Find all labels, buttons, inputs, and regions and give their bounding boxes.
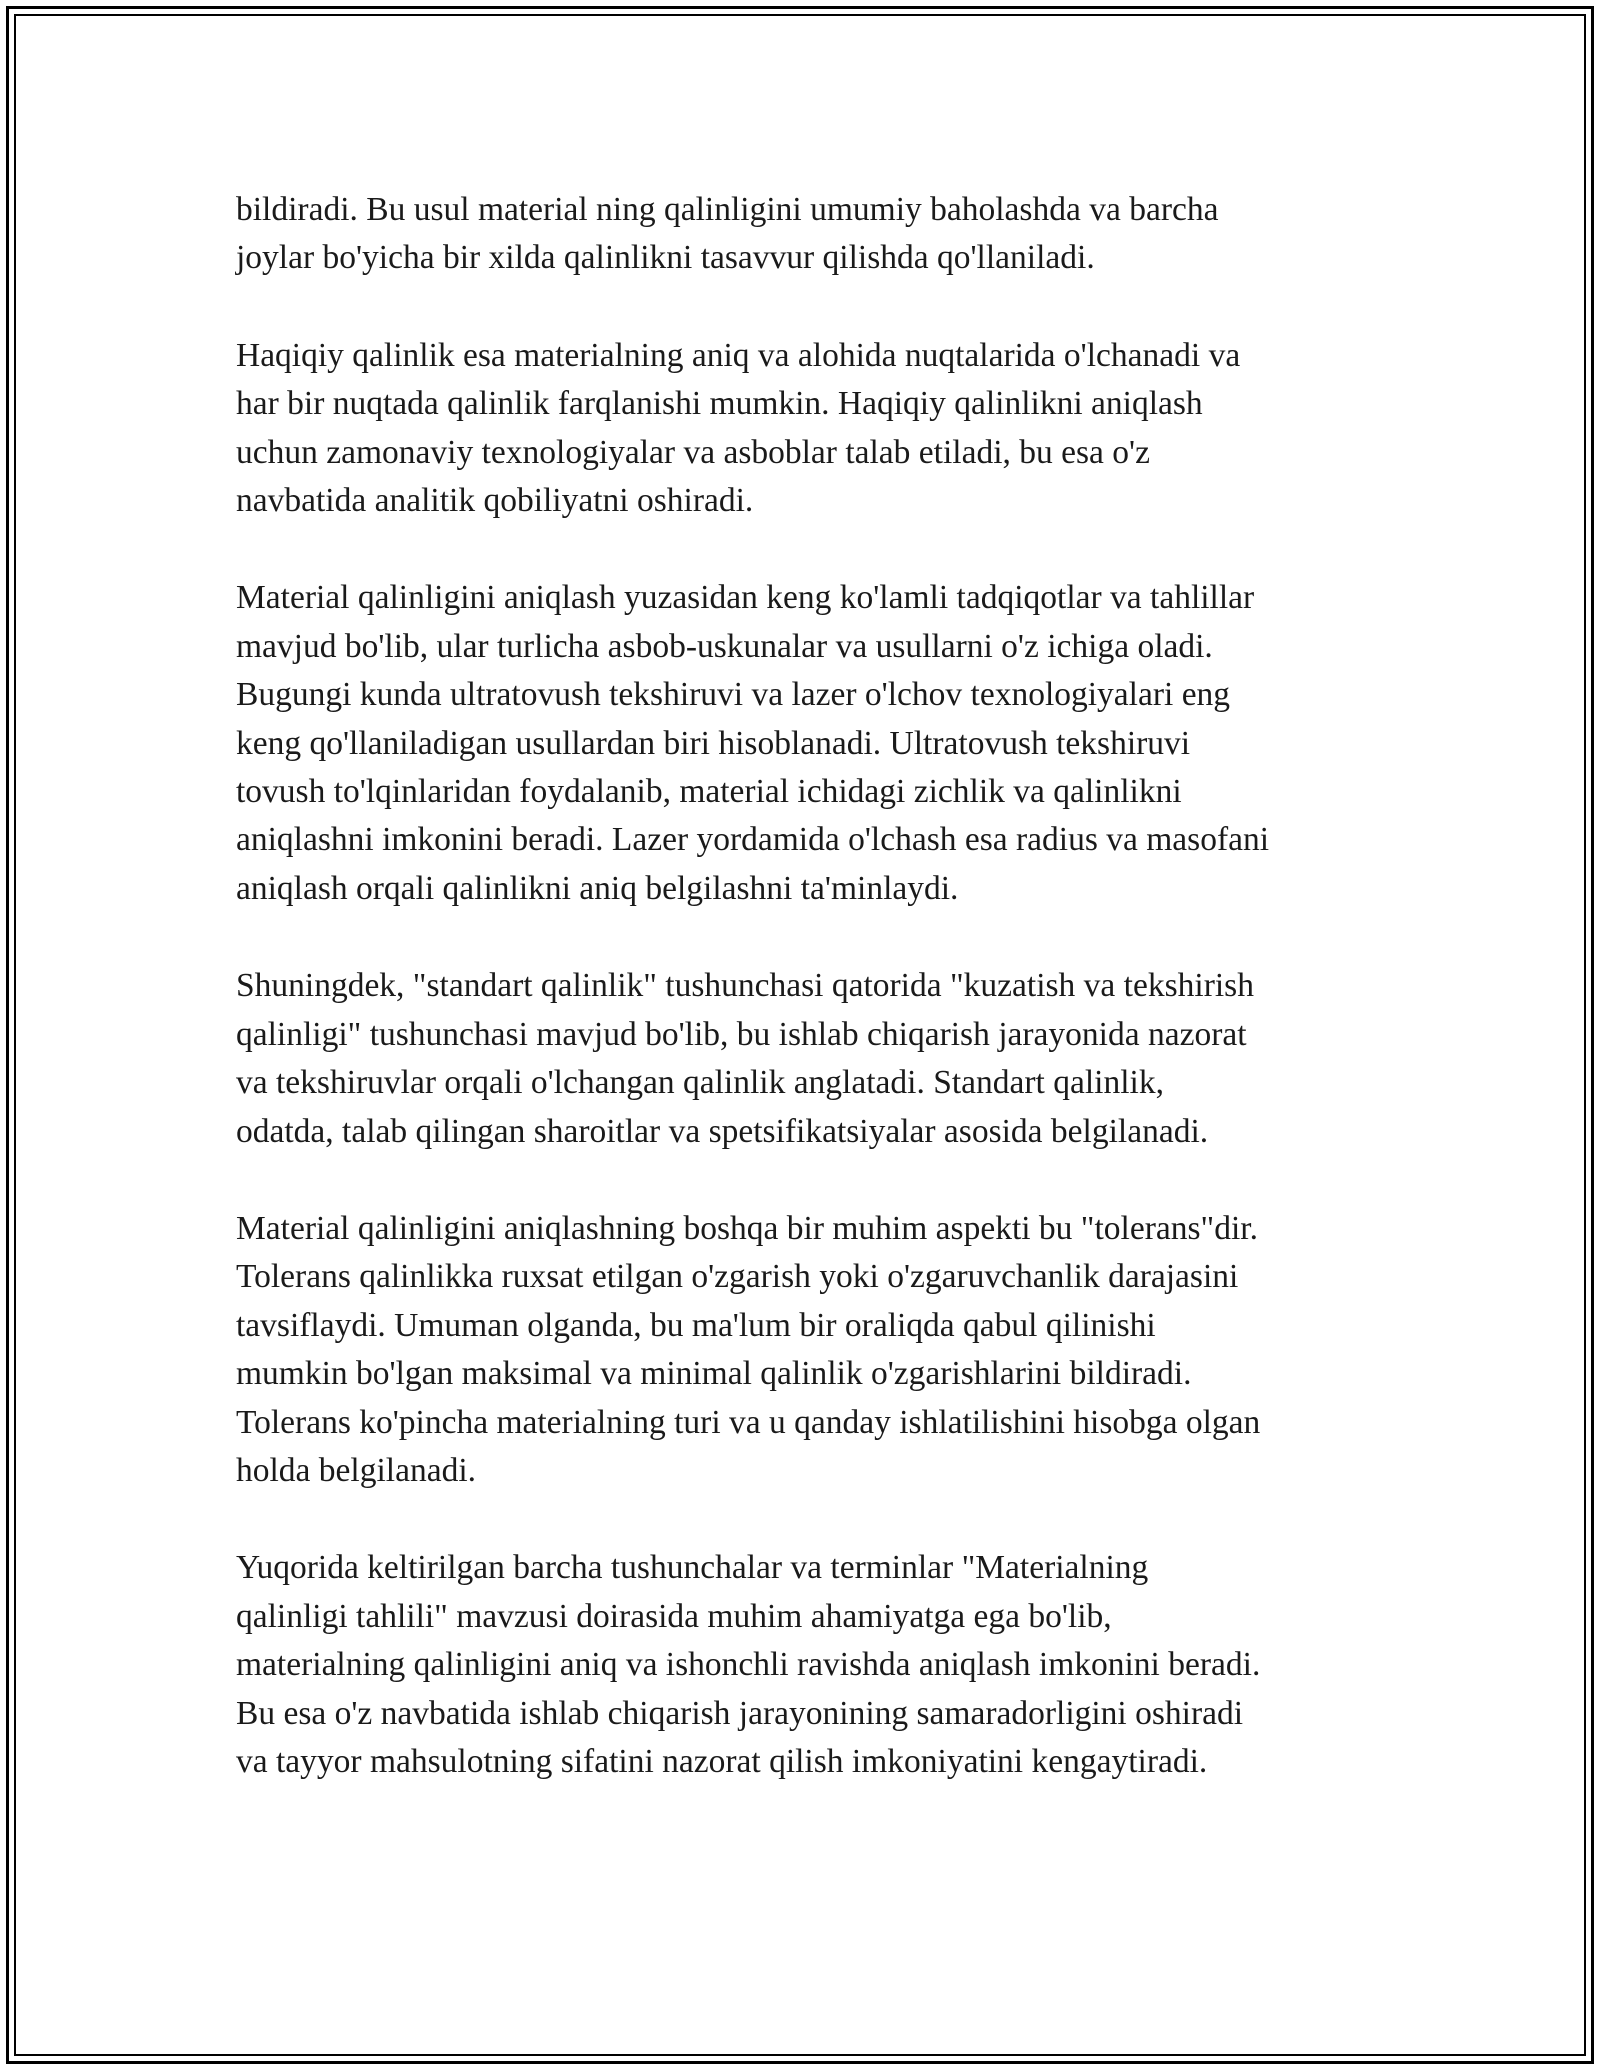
- paragraph-3: Material qalinligini aniqlash yuzasidan keng ko'lamli tadqiqotlar va tahlillar mavjud bo'lib, ular turlicha asbob-uskunalar va usullarni o'z ichiga oladi. Bugungi kunda ultratovush tekshiruvi va lazer o'lchov texnologiyalari eng keng qo'llaniladigan usullardan biri hisoblanadi. Ultratovush tekshiruvi tovush to'lqinlaridan foydalanib, material ichidagi zichlik va qalinlikni aniqlashni imkonini beradi. Lazer yordamida o'lchash esa radius va masofani aniqlash orqali qalinlikni aniq belgilashni ta'minlaydi.: [236, 579, 1270, 907]
- paragraph-1: bildiradi. Bu usul material ning qalinligini umumiy baholashda va barcha joylar bo'yicha bir xilda qalinlikni tasavvur qilishda qo'llaniladi.: [236, 191, 1219, 277]
- document-body: [236, 186, 1386, 1835]
- paragraph-6: Yuqorida keltirilgan barcha tushunchalar va terminlar "Materialning qalinligi tahlili" mavzusi doirasida muhim ahamiyatga ega bo'lib, materialning qalinligini aniq va ishonchli ravishda aniqlash imkonini beradi. Bu esa o'z navbatida ishlab chiqarish jarayonining samaradorligini oshiradi va tayyor mahsulotning sifatini nazorat qilish imkoniyatini kengaytiradi.: [236, 1549, 1261, 1780]
- paragraph-2: Haqiqiy qalinlik esa materialning aniq va alohida nuqtalarida o'lchanadi va har bir nuqtada qalinlik farqlanishi mumkin. Haqiqiy qalinlikni aniqlash uchun zamonaviy texnologiyalar va asboblar talab etiladi, bu esa o'z navbatida analitik qobiliyatni oshiradi.: [236, 336, 1241, 520]
- paragraph-5: Material qalinligini aniqlashning boshqa bir muhim aspekti bu "tolerans"dir. Tolerans qalinlikka ruxsat etilgan o'zgarish yoki o'zgaruvchanlik darajasini tavsiflaydi. Umuman olganda, bu ma'lum bir oraliqda qabul qilinishi mumkin bo'lgan maksimal va minimal qalinlik o'zgarishlarini bildiradi. Tolerans ko'pincha materialning turi va u qanday ishlatilishini hisobga olgan holda belgilanadi.: [236, 1209, 1261, 1489]
- paragraph-4: Shuningdek, "standart qalinlik" tushunchasi qatorida "kuzatish va tekshirish qalinligi" tushunchasi mavjud bo'lib, bu ishlab chiqarish jarayonida nazorat va tekshiruvlar orqali o'lchangan qalinlik anglatadi. Standart qalinlik, odatda, talab qilingan sharoitlar va spetsifikatsiyalar asosida belgilanadi.: [236, 967, 1254, 1150]
